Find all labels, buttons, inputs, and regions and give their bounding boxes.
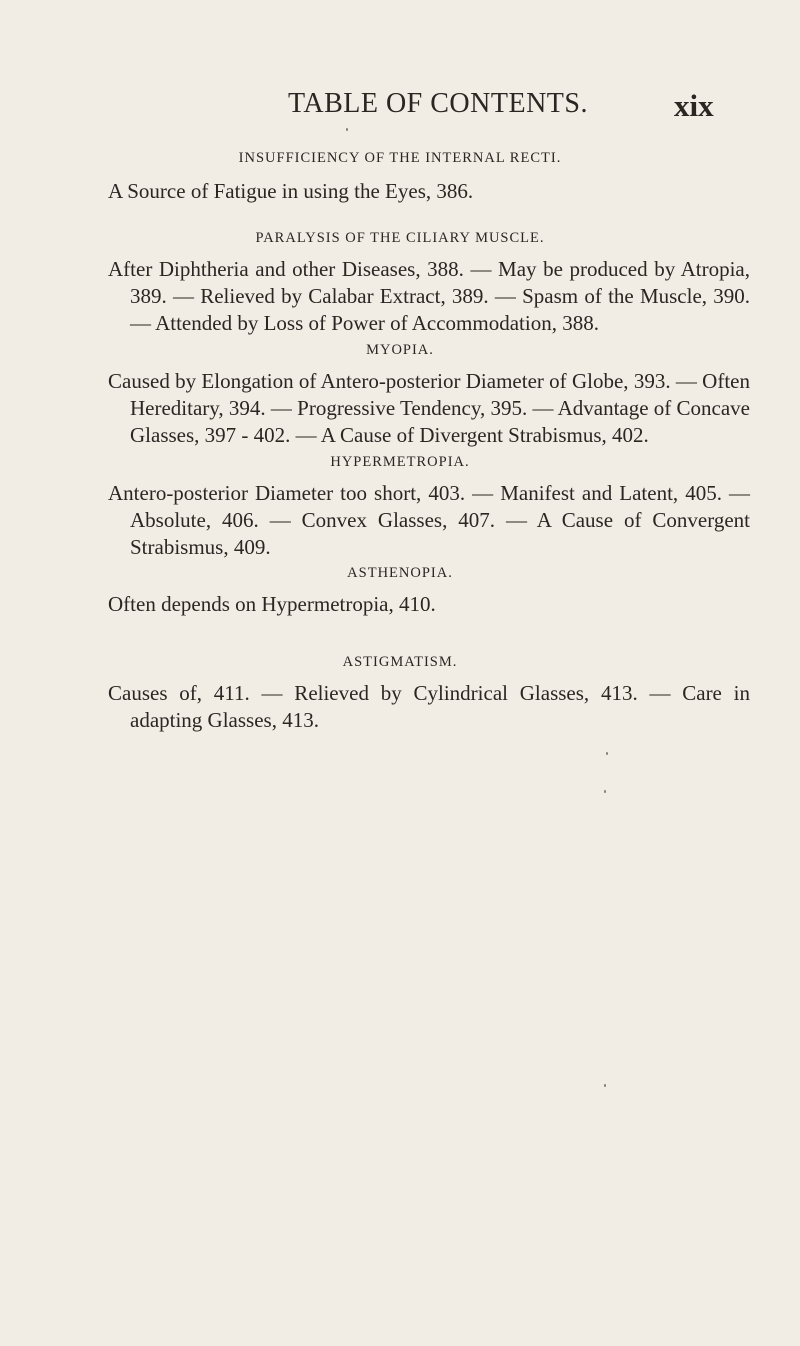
section-heading-astigmatism: ASTIGMATISM. — [342, 654, 458, 670]
section-entry-asthenopia: Often depends on Hypermetropia, 410. — [108, 592, 436, 616]
paper-speck — [606, 752, 608, 755]
section-heading-paralysis: PARALYSIS OF THE CILIARY MUSCLE. — [255, 230, 545, 246]
page-title: TABLE OF CONTENTS. — [288, 88, 588, 119]
section-entry-paralysis: After Diphtheria and other Diseases, 388. — May be produced by Atropia, 389. — Relieved by Calabar Extract, 389. — Spasm of the Muscle, 390. — Attended by Loss of Power of Accommodation, 388. — [108, 257, 750, 335]
section-entry-astigmatism: Causes of, 411. — Relieved by Cylindrical Glasses, 413. — Care in adapting Glasses, 413. — [108, 681, 750, 732]
section-heading-asthenopia: ASTHENOPIA. — [347, 565, 453, 581]
paper-speck — [604, 790, 606, 793]
section-heading-hypermetropia: HYPERMETROPIA. — [330, 454, 470, 470]
section-entry-hypermetropia: Antero-posterior Diameter too short, 403. — Manifest and Latent, 405. — Absolute, 406. — Convex Glasses, 407. — A Cause of Convergent Strabismus, 409. — [108, 481, 750, 559]
section-heading-myopia: MYOPIA. — [366, 342, 434, 358]
running-head — [0, 88, 800, 128]
section-heading-insufficiency: INSUFFICIENCY OF THE INTERNAL RECTI. — [238, 150, 562, 166]
section-entry-insufficiency: A Source of Fatigue in using the Eyes, 386. — [108, 179, 474, 203]
paper-speck — [346, 128, 348, 131]
section-entry-myopia: Caused by Elongation of Antero-posterior Diameter of Globe, 393. — Often Hereditary, 394. — Progressive Tendency, 395. — Advantage of Concave Glasses, 397 - 402. — A Cause of Divergent Strabismus, 402. — [108, 369, 751, 447]
page-number: xix — [674, 88, 714, 123]
paper-speck — [604, 1084, 606, 1087]
